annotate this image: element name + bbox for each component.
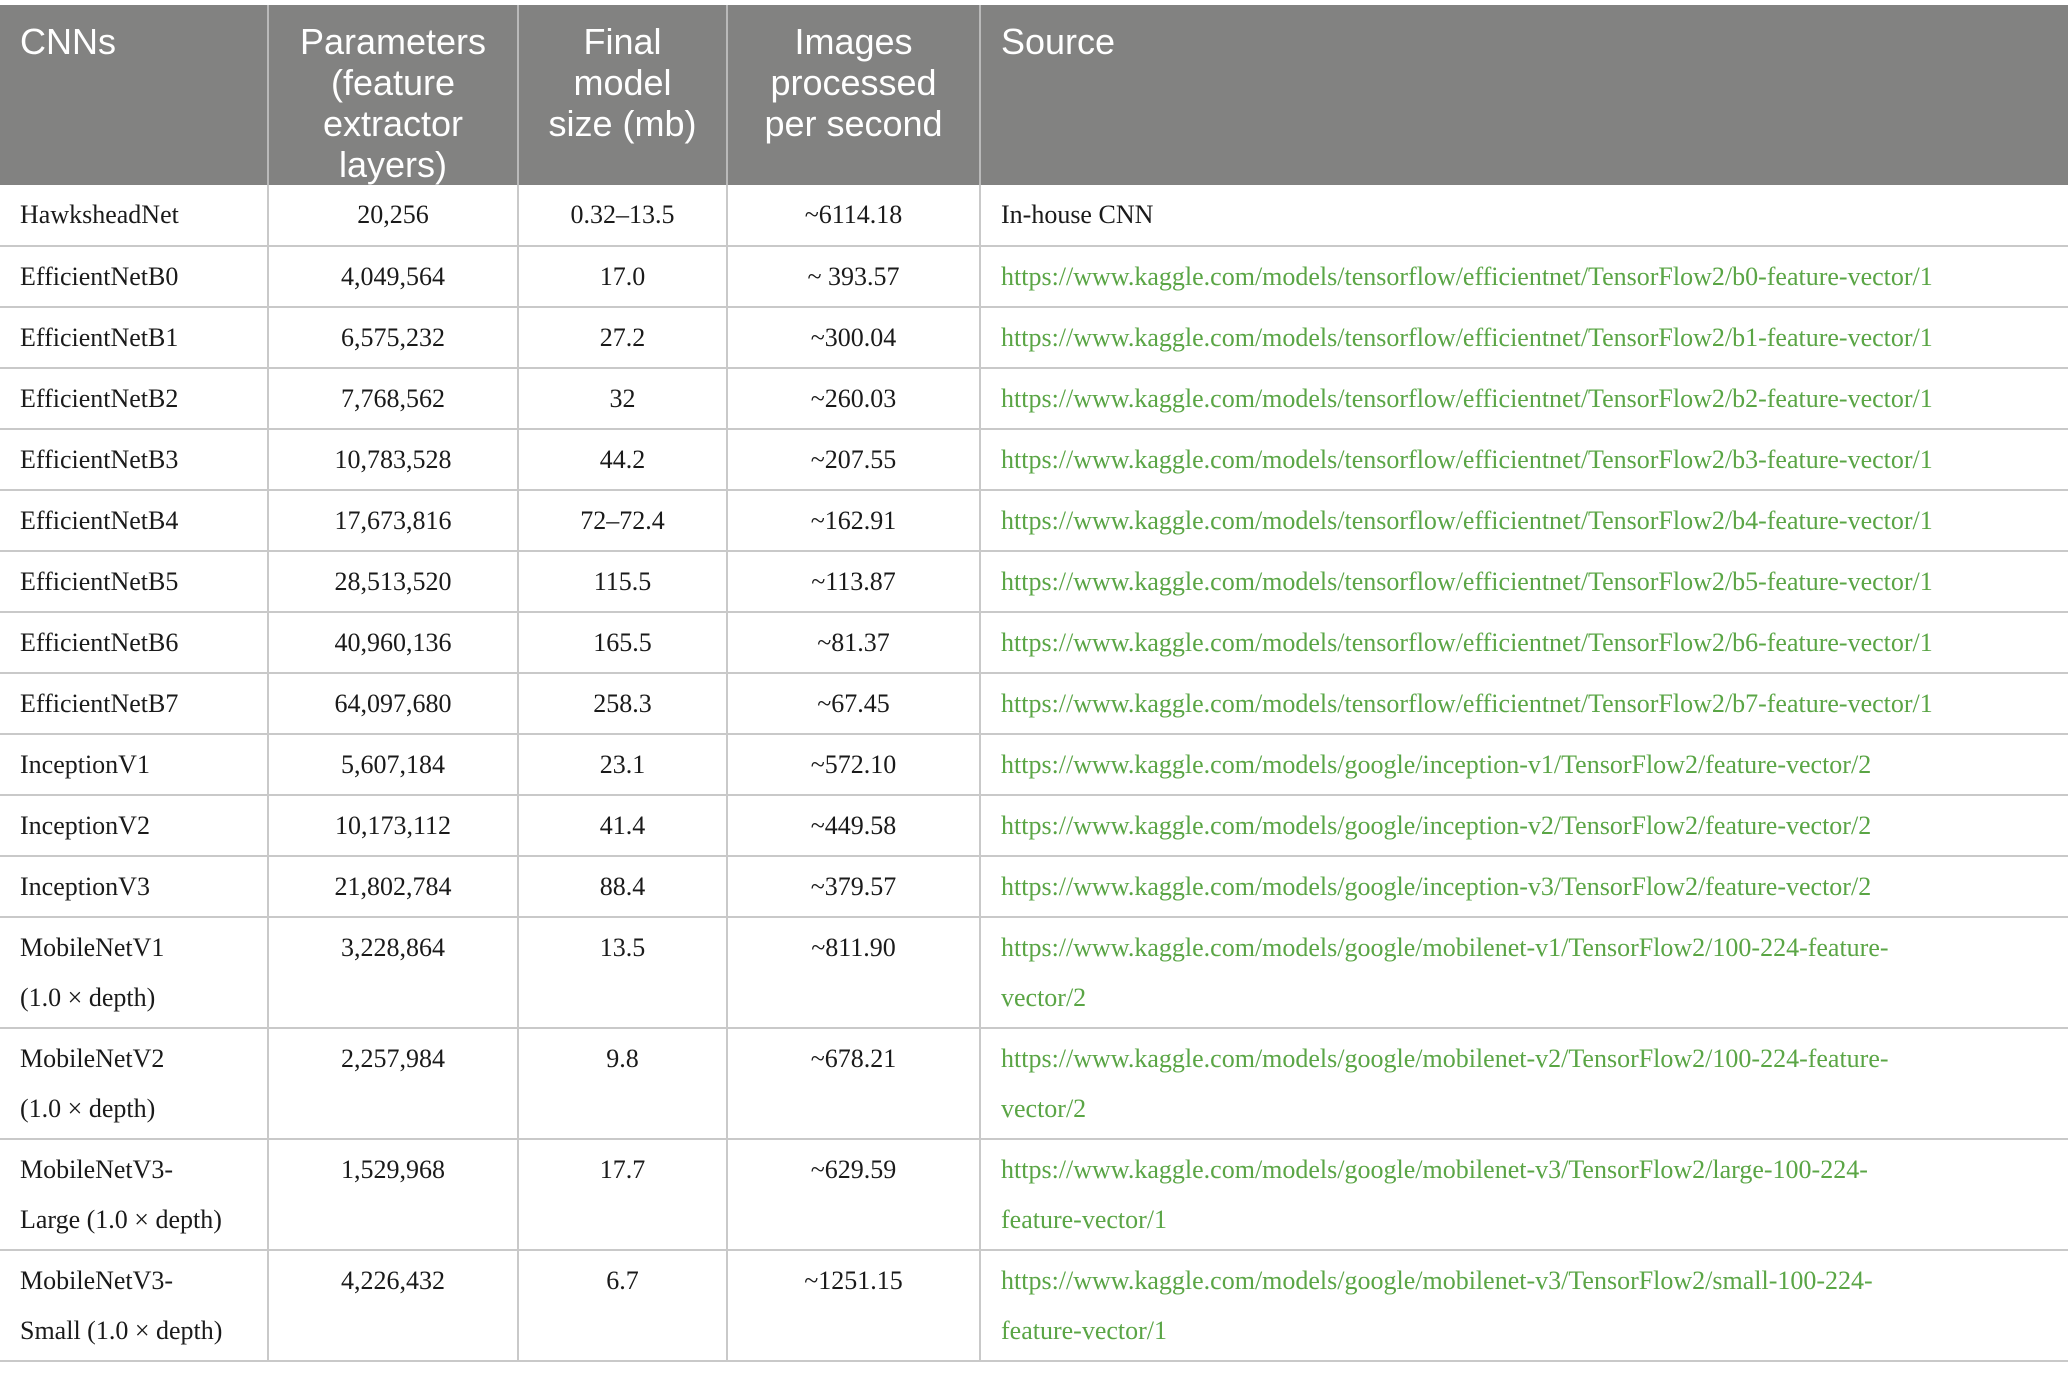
cell-images-per-second: ~572.10 xyxy=(727,734,980,795)
cell-parameters: 17,673,816 xyxy=(268,490,518,551)
source-link-text: https://www.kaggle.com/models/google/mobilenet-v3/TensorFlow2/large-100-224- xyxy=(1001,1155,1868,1184)
source-link-text: feature-vector/1 xyxy=(1001,1316,1168,1345)
cnn-name-text: MobileNetV2 xyxy=(20,1044,165,1073)
cell-model-size: 72–72.4 xyxy=(518,490,727,551)
source-link-text: https://www.kaggle.com/models/google/inception-v3/TensorFlow2/feature-vector/2 xyxy=(1001,872,1872,901)
cnn-name-text: InceptionV1 xyxy=(20,750,150,779)
cell-model-size: 23.1 xyxy=(518,734,727,795)
source-link[interactable] xyxy=(1001,384,1933,413)
cell-parameters: 3,228,864 xyxy=(268,917,518,1028)
cell-model-size: 32 xyxy=(518,368,727,429)
source-link-text: https://www.kaggle.com/models/google/mobilenet-v2/TensorFlow2/100-224-feature- xyxy=(1001,1044,1889,1073)
cell-model-size: 17.7 xyxy=(518,1139,727,1250)
cell-images-per-second: ~678.21 xyxy=(727,1028,980,1139)
cell-parameters: 21,802,784 xyxy=(268,856,518,917)
cell-parameters: 1,529,968 xyxy=(268,1139,518,1250)
source-link[interactable] xyxy=(1001,262,1933,291)
table-row xyxy=(0,1250,2068,1361)
cell-model-size: 13.5 xyxy=(518,917,727,1028)
cell-source xyxy=(980,612,2068,673)
cell-images-per-second: ~6114.18 xyxy=(727,185,980,246)
cell-parameters: 20,256 xyxy=(268,185,518,246)
source-link[interactable] xyxy=(1001,1266,1873,1345)
cell-parameters: 4,049,564 xyxy=(268,246,518,307)
cnn-name-text: Large (1.0 × depth) xyxy=(20,1205,222,1234)
cnn-name-text: EfficientNetB6 xyxy=(20,628,179,657)
header-line: layers) xyxy=(338,144,448,185)
cell-images-per-second: ~207.55 xyxy=(727,429,980,490)
source-link[interactable] xyxy=(1001,323,1933,352)
cell-cnn-name xyxy=(0,551,268,612)
cell-source xyxy=(980,246,2068,307)
cell-images-per-second: ~629.59 xyxy=(727,1139,980,1250)
table-row xyxy=(0,612,2068,673)
cell-source xyxy=(980,734,2068,795)
source-link[interactable] xyxy=(1001,933,1889,1012)
cell-source xyxy=(980,1139,2068,1250)
cell-model-size: 6.7 xyxy=(518,1250,727,1361)
cell-cnn-name xyxy=(0,612,268,673)
cell-cnn-name xyxy=(0,795,268,856)
cell-model-size: 258.3 xyxy=(518,673,727,734)
cnn-name-text: EfficientNetB2 xyxy=(20,384,179,413)
cnn-name-text: (1.0 × depth) xyxy=(20,983,156,1012)
cell-source xyxy=(980,917,2068,1028)
cell-images-per-second: ~1251.15 xyxy=(727,1250,980,1361)
cell-images-per-second: ~300.04 xyxy=(727,307,980,368)
cell-parameters: 10,173,112 xyxy=(268,795,518,856)
header-line: Final xyxy=(583,21,662,62)
source-link-text: https://www.kaggle.com/models/google/inception-v2/TensorFlow2/feature-vector/2 xyxy=(1001,811,1872,840)
cell-images-per-second: ~260.03 xyxy=(727,368,980,429)
header-line: CNNs xyxy=(20,21,116,62)
source-link-text: https://www.kaggle.com/models/tensorflow/efficientnet/TensorFlow2/b6-feature-vector/1 xyxy=(1001,628,1933,657)
cnn-name-text: InceptionV3 xyxy=(20,872,150,901)
cell-source xyxy=(980,490,2068,551)
cnn-name-text: MobileNetV1 xyxy=(20,933,165,962)
table-row xyxy=(0,551,2068,612)
header-line: Source xyxy=(1001,21,1116,62)
cell-parameters: 4,226,432 xyxy=(268,1250,518,1361)
source-link-text: https://www.kaggle.com/models/google/mobilenet-v1/TensorFlow2/100-224-feature- xyxy=(1001,933,1889,962)
table-row xyxy=(0,1139,2068,1250)
cell-images-per-second: ~811.90 xyxy=(727,917,980,1028)
table-row xyxy=(0,917,2068,1028)
table-row xyxy=(0,246,2068,307)
source-link[interactable] xyxy=(1001,628,1933,657)
table-row xyxy=(0,368,2068,429)
cell-images-per-second: ~379.57 xyxy=(727,856,980,917)
header-parameters xyxy=(268,5,518,185)
cell-images-per-second: ~67.45 xyxy=(727,673,980,734)
cell-parameters: 40,960,136 xyxy=(268,612,518,673)
source-link[interactable] xyxy=(1001,506,1933,535)
source-link[interactable] xyxy=(1001,811,1871,840)
cell-cnn-name xyxy=(0,429,268,490)
cell-source xyxy=(980,368,2068,429)
cell-images-per-second: ~162.91 xyxy=(727,490,980,551)
header-line: (feature xyxy=(330,62,456,103)
cell-source xyxy=(980,1028,2068,1139)
cnn-name-text: EfficientNetB3 xyxy=(20,445,179,474)
header-source xyxy=(980,5,2068,185)
cell-cnn-name xyxy=(0,673,268,734)
source-link[interactable] xyxy=(1001,1155,1868,1234)
table-row xyxy=(0,307,2068,368)
cell-model-size: 165.5 xyxy=(518,612,727,673)
table-row xyxy=(0,429,2068,490)
source-link-text: https://www.kaggle.com/models/tensorflow/efficientnet/TensorFlow2/b0-feature-vector/1 xyxy=(1001,262,1933,291)
header-model-size xyxy=(518,5,727,185)
cnn-name-text: EfficientNetB1 xyxy=(20,323,179,352)
cnn-name-text: InceptionV2 xyxy=(20,811,150,840)
table-row xyxy=(0,856,2068,917)
source-link[interactable] xyxy=(1001,750,1871,779)
cell-images-per-second: ~449.58 xyxy=(727,795,980,856)
table-body xyxy=(0,185,2068,1361)
source-link[interactable] xyxy=(1001,1044,1889,1123)
cell-model-size: 44.2 xyxy=(518,429,727,490)
source-link-text: https://www.kaggle.com/models/google/mobilenet-v3/TensorFlow2/small-100-224- xyxy=(1001,1266,1873,1295)
cell-images-per-second: ~81.37 xyxy=(727,612,980,673)
cnn-name-text: HawksheadNet xyxy=(20,200,179,229)
source-link-text: https://www.kaggle.com/models/google/inception-v1/TensorFlow2/feature-vector/2 xyxy=(1001,750,1872,779)
cell-parameters: 2,257,984 xyxy=(268,1028,518,1139)
source-link-text: feature-vector/1 xyxy=(1001,1205,1168,1234)
source-link-text: https://www.kaggle.com/models/tensorflow/efficientnet/TensorFlow2/b4-feature-vector/1 xyxy=(1001,506,1933,535)
cell-source xyxy=(980,429,2068,490)
cell-model-size: 0.32–13.5 xyxy=(518,185,727,246)
source-link-text: vector/2 xyxy=(1001,1094,1087,1123)
cell-model-size: 88.4 xyxy=(518,856,727,917)
cell-parameters: 7,768,562 xyxy=(268,368,518,429)
header-line: model xyxy=(573,62,672,103)
cnn-name-text: MobileNetV3- xyxy=(20,1155,174,1184)
cell-source xyxy=(980,673,2068,734)
header-line: Images xyxy=(794,21,913,62)
cnn-name-text: Small (1.0 × depth) xyxy=(20,1316,223,1345)
cell-cnn-name xyxy=(0,1139,268,1250)
source-link[interactable] xyxy=(1001,445,1933,474)
header-line: processed xyxy=(770,62,937,103)
cell-source xyxy=(980,551,2068,612)
cell-cnn-name xyxy=(0,490,268,551)
cnn-name-text: EfficientNetB7 xyxy=(20,689,179,718)
cnn-name-text: EfficientNetB5 xyxy=(20,567,179,596)
table-row xyxy=(0,185,2068,246)
cell-source xyxy=(980,795,2068,856)
cell-cnn-name xyxy=(0,307,268,368)
cell-model-size: 17.0 xyxy=(518,246,727,307)
cnn-name-text: MobileNetV3- xyxy=(20,1266,174,1295)
source-link-text: https://www.kaggle.com/models/tensorflow/efficientnet/TensorFlow2/b1-feature-vector/1 xyxy=(1001,323,1933,352)
cell-cnn-name xyxy=(0,1250,268,1361)
table-row xyxy=(0,1028,2068,1139)
cell-source xyxy=(980,307,2068,368)
header-line: size (mb) xyxy=(548,103,697,144)
cell-cnn-name xyxy=(0,1028,268,1139)
cell-model-size: 115.5 xyxy=(518,551,727,612)
source-link[interactable] xyxy=(1001,567,1933,596)
source-text: In-house CNN xyxy=(1001,200,1154,229)
cell-source xyxy=(980,185,2068,246)
source-link-text: https://www.kaggle.com/models/tensorflow/efficientnet/TensorFlow2/b2-feature-vector/1 xyxy=(1001,384,1933,413)
cell-model-size: 9.8 xyxy=(518,1028,727,1139)
source-link[interactable] xyxy=(1001,689,1933,718)
cell-cnn-name xyxy=(0,734,268,795)
cell-model-size: 27.2 xyxy=(518,307,727,368)
table-row xyxy=(0,490,2068,551)
cell-cnn-name xyxy=(0,246,268,307)
header-line: Parameters xyxy=(299,21,487,62)
cell-cnn-name xyxy=(0,185,268,246)
cnn-name-text: (1.0 × depth) xyxy=(20,1094,156,1123)
source-link-text: https://www.kaggle.com/models/tensorflow/efficientnet/TensorFlow2/b3-feature-vector/1 xyxy=(1001,445,1933,474)
cnn-name-text: EfficientNetB4 xyxy=(20,506,179,535)
source-link[interactable] xyxy=(1001,872,1871,901)
cell-parameters: 10,783,528 xyxy=(268,429,518,490)
source-link-text: https://www.kaggle.com/models/tensorflow/efficientnet/TensorFlow2/b5-feature-vector/1 xyxy=(1001,567,1933,596)
cell-images-per-second: ~113.87 xyxy=(727,551,980,612)
cell-cnn-name xyxy=(0,368,268,429)
header-images-per-second xyxy=(727,5,980,185)
cell-model-size: 41.4 xyxy=(518,795,727,856)
cell-images-per-second: ~ 393.57 xyxy=(727,246,980,307)
table-header xyxy=(0,5,2068,185)
cell-cnn-name xyxy=(0,917,268,1028)
cell-parameters: 64,097,680 xyxy=(268,673,518,734)
cnn-comparison-table xyxy=(0,5,2068,1362)
cell-cnn-name xyxy=(0,856,268,917)
table-row xyxy=(0,795,2068,856)
header-cnns xyxy=(0,5,268,185)
cell-source xyxy=(980,1250,2068,1361)
cell-source xyxy=(980,856,2068,917)
source-link-text: vector/2 xyxy=(1001,983,1087,1012)
cnn-name-text: EfficientNetB0 xyxy=(20,262,179,291)
cell-parameters: 6,575,232 xyxy=(268,307,518,368)
table-row xyxy=(0,673,2068,734)
header-row xyxy=(0,5,2068,185)
table-row xyxy=(0,734,2068,795)
header-line: extractor xyxy=(322,103,464,144)
header-line: per second xyxy=(764,103,943,144)
cell-parameters: 28,513,520 xyxy=(268,551,518,612)
cell-parameters: 5,607,184 xyxy=(268,734,518,795)
source-link-text: https://www.kaggle.com/models/tensorflow/efficientnet/TensorFlow2/b7-feature-vector/1 xyxy=(1001,689,1933,718)
